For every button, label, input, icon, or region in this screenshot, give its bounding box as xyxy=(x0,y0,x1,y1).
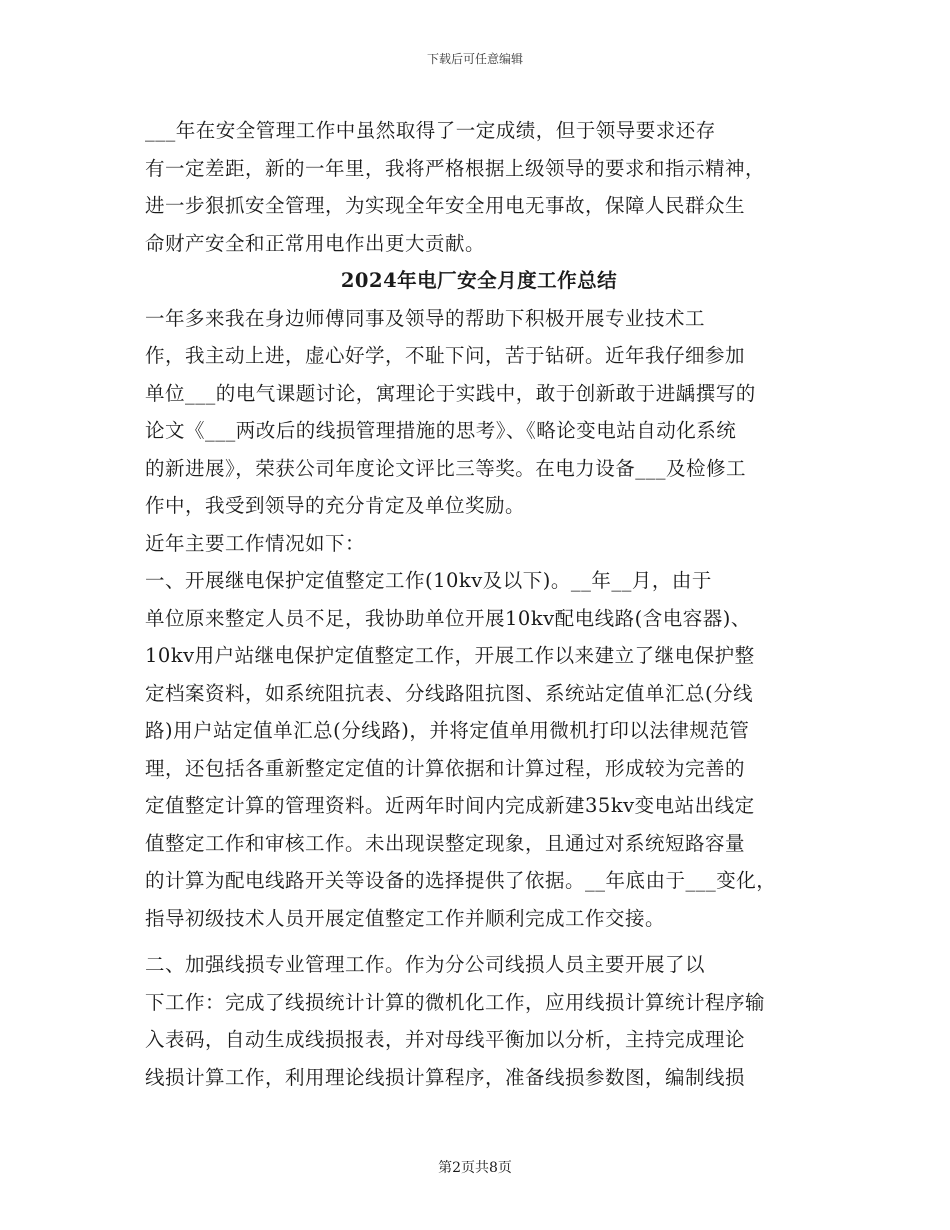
body-line: 指导初级技术人员开展定值整定工作并顺利完成工作交接。 xyxy=(145,906,666,930)
body-line: 的计算为配电线路开关等设备的选择提供了依据。__年底由于___变化， xyxy=(145,869,777,892)
body-line: 单位___的电气课题讨论，寓理论于实践中，敢于创新敢于进龋撰写的 xyxy=(145,381,756,405)
body-line: ___年在安全管理工作中虽然取得了一定成绩，但于领导要求还存 xyxy=(145,119,716,142)
body-line: 路)用户站定值单汇总(分线路)，并将定值单用微机打印以法律规范管 xyxy=(145,719,750,742)
document-body xyxy=(145,112,813,1096)
body-line: 一、开展继电保护定值整定工作(10kv及以下)。__年__月，由于 xyxy=(145,569,712,592)
section-title: 2024年电厂安全月度工作总结 xyxy=(340,269,618,292)
body-line: 有一定差距，新的一年里，我将严格根据上级领导的要求和指示精神， xyxy=(145,156,766,180)
body-line: 进一步狠抓安全管理，为实现全年安全用电无事故，保障人民群众生 xyxy=(145,194,746,217)
body-line: 线损计算工作，利用理论线损计算程序，准备线损参数图，编制线损 xyxy=(145,1065,746,1089)
body-line: 作中，我受到领导的充分肯定及单位奖励。 xyxy=(145,494,526,517)
body-line: 一年多来我在身边师傅同事及领导的帮助下积极开展专业技术工 xyxy=(145,306,706,330)
body-line: 作，我主动上进，虚心好学，不耻下问，苦于钻研。近年我仔细参加 xyxy=(145,344,746,367)
body-line: 定值整定计算的管理资料。近两年时间内完成新建35kv变电站出线定 xyxy=(145,794,755,817)
body-line: 论文《___两改后的线损管理措施的思考》、《略论变电站自动化系统 xyxy=(145,419,737,442)
body-line: 单位原来整定人员不足，我协助单位开展10kv配电线路(含电容器)、 xyxy=(145,606,751,630)
body-line: 命财产安全和正常用电作出更大贡献。 xyxy=(145,231,486,255)
body-line: 理，还包括各重新整定定值的计算依据和计算过程，形成较为完善的 xyxy=(145,756,746,780)
page-header: 下载后可任意编辑 xyxy=(426,52,523,66)
body-line: 近年主要工作情况如下： xyxy=(145,531,366,555)
body-line: 的新进展》，荣获公司年度论文评比三等奖。在电力设备___及检修工 xyxy=(145,456,747,480)
body-line: 二、加强线损专业管理工作。作为分公司线损人员主要开展了以 xyxy=(145,953,706,976)
body-line: 定档案资料，如系统阻抗表、分线路阻抗图、系统站定值单汇总(分线 xyxy=(145,681,754,705)
body-line: 值整定工作和审核工作。未出现误整定现象，且通过对系统短路容量 xyxy=(145,831,746,855)
page-footer: 第2页共8页 xyxy=(438,1160,512,1176)
body-line: 下工作：完成了线损统计计算的微机化工作，应用线损计算统计程序输 xyxy=(145,990,766,1014)
body-line: 入表码，自动生成线损报表，并对母线平衡加以分析，主持完成理论 xyxy=(145,1028,746,1051)
body-line: 10kv用户站继电保护定值整定工作，开展工作以来建立了继电保护整 xyxy=(145,644,755,667)
